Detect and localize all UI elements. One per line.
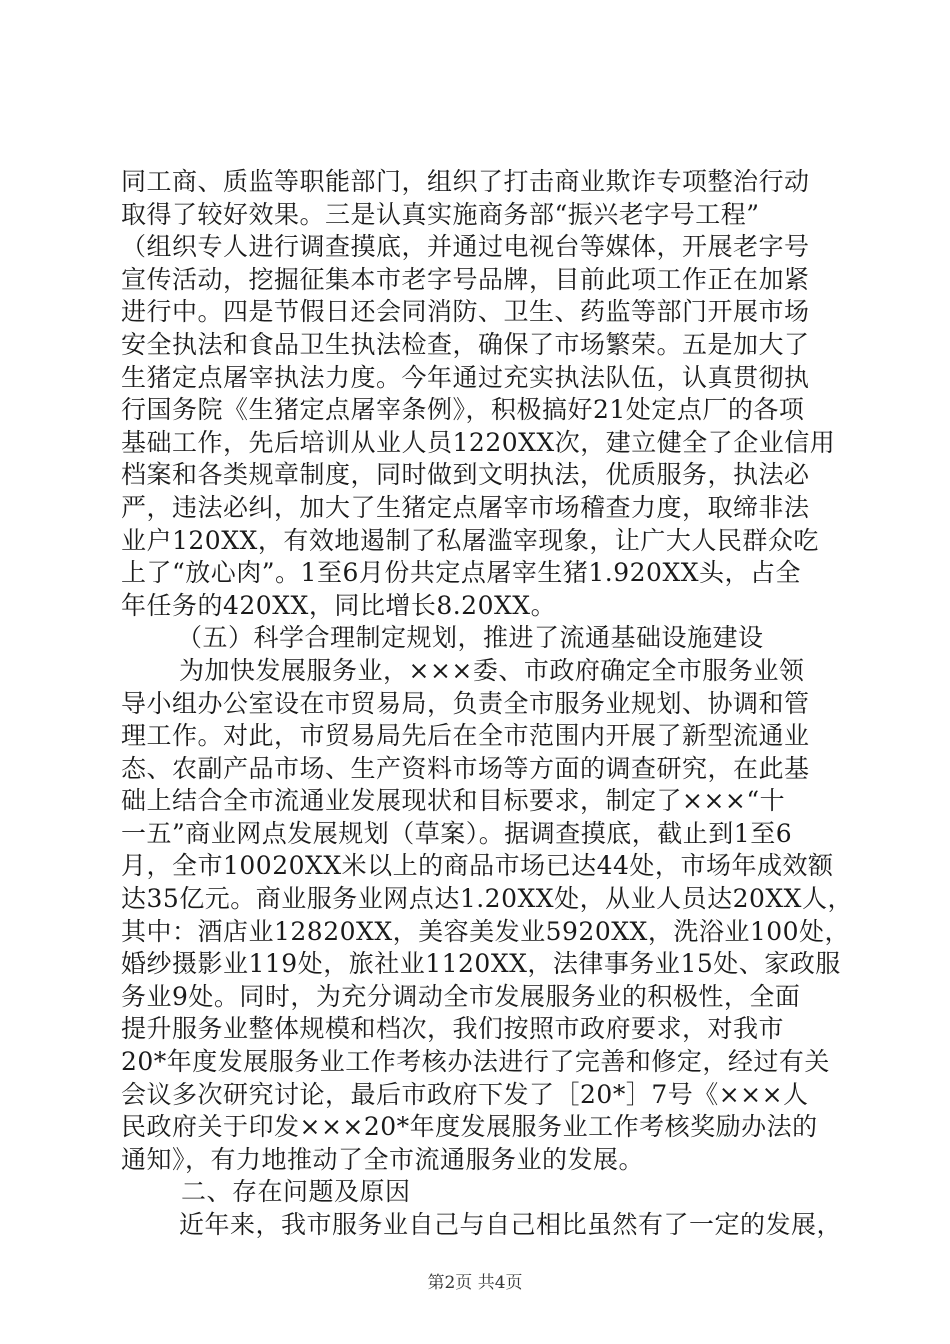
page-number-footer: 第2页 共4页 [427,1273,523,1293]
text-line: 基础工作，先后培训从业人员1220XX次，建立健全了企业信用 [121,427,836,457]
paragraph-first-line: 近年来，我市服务业自己与自己相比虽然有了一定的发展， [179,1210,843,1239]
text-line: 取得了较好效果。三是认真实施商务部“振兴老字号工程” [121,199,760,229]
text-line: 同工商、质监等职能部门，组织了打击商业欺诈专项整治行动 [121,167,810,196]
text-line: 月，全市10020XX米以上的商品市场已达44处，市场年成效额 [121,851,834,881]
text-line: 础上结合全市流通业发展现状和目标要求，制定了×××“十 [121,786,786,816]
text-line: 档案和各类规章制度，同时做到文明执法，优质服务，执法必 [121,460,810,490]
text-line: 婚纱摄影业119处，旅社业1120XX，法律事务业15处、家政服 [121,949,841,979]
text-line: 业户120XX，有效地遏制了私屠滥宰现象，让广大人民群众吃 [121,525,819,555]
text-line: 理工作。对此，市贸易局先后在全市范围内开展了新型流通业 [121,721,810,751]
text-line: 导小组办公室设在市贸易局，负责全市服务业规划、协调和管 [121,688,810,718]
text-line: 上了“放心肉”。1至6月份共定点屠宰生猪1.920XX头，占全 [121,558,802,588]
text-line: （组织专人进行调查摸底，并通过电视台等媒体，开展老字号 [121,232,810,262]
text-line: 20*年度发展服务业工作考核办法进行了完善和修定，经过有关 [121,1047,830,1077]
document-body [121,166,853,1242]
section-subheading: （五）科学合理制定规划，推进了流通基础设施建设 [177,623,764,653]
text-line: 民政府关于印发×××20*年度发展服务业工作考核奖励办法的 [121,1112,818,1142]
text-line: 通知》，有力地推动了全市流通服务业的发展。 [121,1144,645,1174]
paragraph-first-line: 为加快发展服务业，×××委、市政府确定全市服务业领 [179,655,805,685]
text-line: 会议多次研究讨论，最后市政府下发了［20*］7号《×××人 [121,1079,809,1109]
text-line: 提升服务业整体规模和档次，我们按照市政府要求，对我市 [121,1014,785,1044]
text-line: 一五”商业网点发展规划（草案）。据调查摸底，截止到1至6 [121,818,793,848]
text-line: 年任务的420XX，同比增长8.20XX。 [121,590,557,620]
section-heading: 二、存在问题及原因 [181,1177,411,1207]
text-line: 进行中。四是节假日还会同消防、卫生、药监等部门开展市场 [121,297,810,327]
text-line: 其中：酒店业12820XX，美容美发业5920XX，洗浴业100处， [121,916,851,946]
text-line: 行国务院《生猪定点屠宰条例》，积极搞好21处定点厂的各项 [121,395,805,425]
text-line: 务业9处。同时，为充分调动全市发展服务业的积极性，全面 [121,981,801,1011]
text-line: 生猪定点屠宰执法力度。今年通过充实执法队伍，认真贯彻执 [121,362,810,392]
text-line: 态、农副产品市场、生产资料市场等方面的调查研究，在此基 [121,753,810,783]
text-line: 宣传活动，挖掘征集本市老字号品牌，目前此项工作正在加紧 [121,264,810,294]
text-line: 安全执法和食品卫生执法检查，确保了市场繁荣。五是加大了 [121,329,810,359]
text-line: 严，违法必纠，加大了生猪定点屠宰市场稽查力度，取缔非法 [121,492,810,522]
text-line: 达35亿元。商业服务业网点达1.20XX处，从业人员达20XX人， [121,884,853,914]
